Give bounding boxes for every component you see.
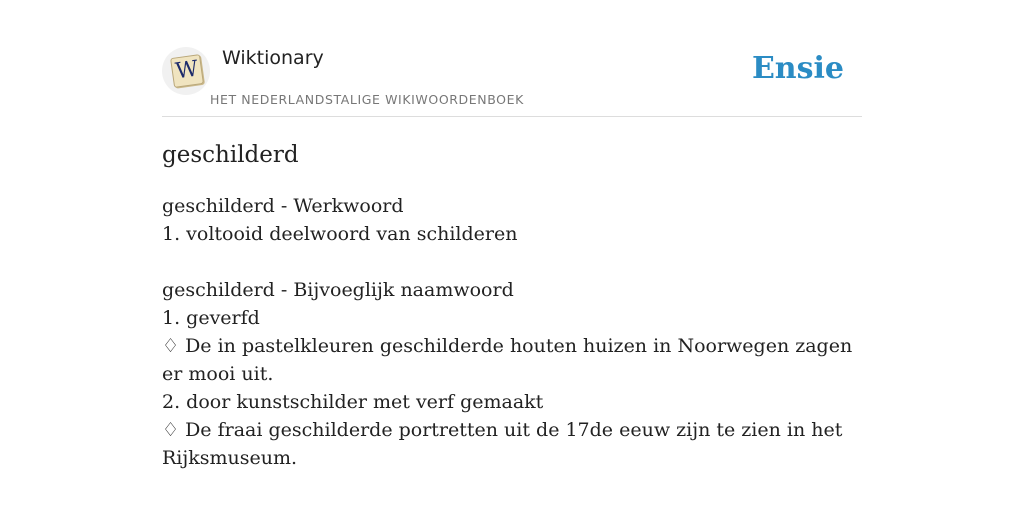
definition-line: 1. geverfd — [162, 307, 260, 329]
definition-line: 1. voltooid deelwoord van schilderen — [162, 223, 518, 245]
page — [162, 0, 862, 469]
logo-letter: W — [173, 56, 200, 85]
example-line: ♢ De fraai geschilderde portretten uit de 17de eeuw zijn te zien in het Rijksmuseum. — [162, 419, 843, 469]
section-heading: geschilderd - Bijvoeglijk naamwoord — [162, 279, 514, 301]
section-spacer — [162, 248, 862, 276]
page-title: geschilderd — [162, 142, 299, 168]
section-heading: geschilderd - Werkwoord — [162, 195, 404, 217]
site-name[interactable]: Wiktionary — [222, 47, 324, 69]
logo-tile-icon — [170, 54, 204, 88]
section-bijvoeglijk-naamwoord — [162, 276, 862, 472]
ensie-brand-link[interactable]: Ensie — [751, 51, 844, 86]
definition-line: 2. door kunstschilder met verf gemaakt — [162, 391, 544, 413]
site-subtitle: HET NEDERLANDSTALIGE WIKIWOORDENBOEK — [210, 92, 524, 107]
header — [162, 0, 862, 117]
entry-content — [162, 192, 862, 472]
example-line: ♢ De in pastelkleuren geschilderde houten huizen in Noorwegen zagen er mooi uit. — [162, 335, 853, 385]
section-werkwoord — [162, 192, 862, 248]
wiktionary-logo[interactable] — [162, 47, 210, 95]
